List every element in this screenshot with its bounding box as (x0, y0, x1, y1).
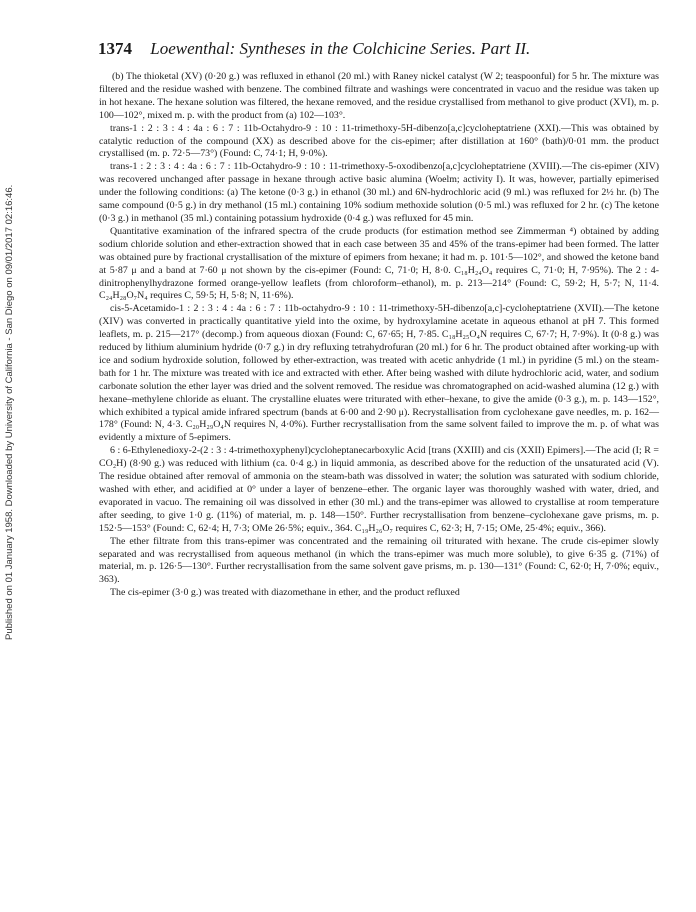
article-body (99, 71, 659, 600)
paragraph-cis-acetamido: cis-5-Acetamido-1 : 2 : 3 : 4 : 4a : 6 : 7 : 11b-octahydro-9 : 10 : 11-trimethoxy-5H-dibenzo[a,c]-cycloheptatriene (XVII).—The ketone (XIV) was converted in practically quantitative yield into the oxime, by hydroxylamine acetate in aqueous ethanol at pH 7. This formed leaflets, m. p. 215—217° (decomp.) from aqueous dioxan (Found: C, 67·65; H, 7·85. C₁₈H₂₅O₄N requires C, 67·7; H, 7·9%). It (0·8 g.) was reduced by lithium aluminium hydride (0·7 g.) in dry refluxing tetrahydrofuran (20 ml.) for 6 hr. The product obtained after working-up with ice and sodium hydroxide solution, followed by ether-extraction, was treated with acetic anhydride (1 ml.) in pyridine (5 ml.) on the steam-bath for 1 hr. The mixture was treated with ice and extracted with ether. After being washed with dilute hydrochloric acid, water, and sodium carbonate solution the ether layer was dried and the solvent removed. The residue was chromatographed on acid-washed alumina (12 g.) with hexane–methylene chloride as eluant. The crystalline eluates were triturated with ether–hexane, to give the amide (0·3 g.), m. p. 143—152°, which exhibited a typical amide infrared spectrum (bands at 6·00 and 2·90 μ). Recrystallisation from cyclohexane gave needles, m. p. 162—178° (Found: N, 4·3. C₂₀H₂₉O₄N requires N, 4·0%). Further recrystallisation from the same solvent failed to improve the m. p. of what was evidently a mixture of 5-epimers. (99, 303, 659, 444)
side-note-text: Published on 01 January 1958. Downloaded by University of California - San Diego on 09/01/2017 02:16:46. (4, 184, 15, 640)
page-header (98, 39, 658, 59)
paragraph-trans-octahydro: trans-1 : 2 : 3 : 4 : 4a : 6 : 7 : 11b-Octahydro-9 : 10 : 11-trimethoxy-5H-dibenzo[a,c]cycloheptatriene (XXI).—This was obtained by catalytic reduction of the compound (XX) as described above for the cis-epimer; after distillation at 160° (bath)/0·01 mm. the product crystallised (m. p. 72·5—73°) (Found: C, 74·1; H, 9·0%). (99, 122, 659, 160)
running-title: Loewenthal: Syntheses in the Colchicine Series. Part II. (150, 39, 531, 58)
paragraph-trans-oxo-epimerisation: trans-1 : 2 : 3 : 4 : 4a : 6 : 7 : 11b-Octahydro-9 : 10 : 11-trimethoxy-5-oxodibenzo[a,c]cycloheptatriene (XVIII).—The cis-epimer (XIV) was recovered unchanged after passage in hexane through active basic alumina (Woelm; activity I). It was, however, partially epimerised under the following conditions: (a) The ketone (0·3 g.) in ethanol (30 ml.) and 6N-hydrochloric acid (9 ml.) was refluxed for 2½ hr. (b) The same compound (0·5 g.) in dry methanol (15 ml.) containing 10% sodium methoxide solution (0·5 ml.) was refluxed for 2 hr. (c) The ketone (0·3 g.) in methanol (35 ml.) containing potassium hydroxide (0·4 g.) was refluxed for 45 min. (99, 161, 659, 224)
page-number: 1374 (98, 39, 132, 58)
paragraph-infrared-examination: Quantitative examination of the infrared spectra of the crude products (for estimation method see Zimmerman ⁴) obtained by adding sodium chloride solution and ether-extraction showed that in each case between 35 and 45% of the trans-epimer had been formed. The latter was obtained pure by fractional crystallisation of the mixture of epimers from hexane; it had m. p. 101·5—102°, and showed the ketone band at 5·87 μ and a band at 7·60 μ not shown by the cis-epimer (Found: C, 71·0; H, 8·0. C₁₈H₂₄O₄ requires C, 71·0; H, 7·95%). The 2 : 4-dinitrophenylhydrazone formed orange-yellow leaflets (from chloroform–ethanol), m. p. 213—214° (Found: C, 59·2; H, 5·7; N, 11·4. C₂₄H₂₈O₇N₄ requires C, 59·5; H, 5·8; N, 11·6%). (99, 225, 659, 302)
publication-side-note (4, 120, 16, 640)
paragraph-diazomethane: The cis-epimer (3·0 g.) was treated with diazomethane in ether, and the product refluxed (110, 587, 460, 599)
paragraph-ethylenedioxy-acid: 6 : 6-Ethylenedioxy-2-(2 : 3 : 4-trimethoxyphenyl)cycloheptanecarboxylic Acid [trans (XXIII) and cis (XXII) Epimers].—The acid (I; R = CO₂H) (8·90 g.) was reduced with lithium (ca. 0·4 g.) in liquid ammonia, as described above for the reduction of the unsaturated acid (V). The residue obtained after removal of ammonia on the steam-bath was dissolved in water; the solution was saturated with sodium chloride, washed with ether, and acidified at 0° under a layer of benzene–ether. The organic layer was thoroughly washed with water, dried, and evaporated in vacuo. The remaining oil was dissolved in ether (30 ml.) and the trans-epimer was allowed to crystallise at room temperature after seeding, to give 1·0 g. (11%) of material, m. p. 148—150°. Further recrystallisation from benzene–cyclohexane gave prisms, m. p. 152·5—153° (Found: C, 62·4; H, 7·3; OMe 26·5%; equiv., 364. C₁₉H₂₆O₇ requires C, 62·3; H, 7·15; OMe, 25·4%; equiv., 366). (99, 445, 659, 534)
paragraph-thioketal-reduction: (b) The thioketal (XV) (0·20 g.) was refluxed in ethanol (20 ml.) with Raney nickel catalyst (W 2; teaspoonful) for 5 hr. The mixture was filtered and the residue washed with benzene. The combined filtrate and washings were concentrated in vacuo and the residue was taken up in hot hexane. The hexane solution was filtered, the hexane removed, and the residue crystallised from methanol to give product (XVI), m. p. 100—102°, mixed m. p. with the product from (a) 102—103°. (99, 71, 659, 121)
paragraph-ether-filtrate: The ether filtrate from this trans-epimer was concentrated and the remaining oil triturated with hexane. The crude cis-epimer slowly separated and was recrystallised from aqueous methanol (in which the trans-epimer was much more soluble), to give 6·35 g. (71%) of material, m. p. 126·5—130°. Further recrystallisation from the same solvent gave prisms, m. p. 130—131° (Found: C, 62·0; H, 7·0%; equiv., 363). (99, 535, 659, 586)
